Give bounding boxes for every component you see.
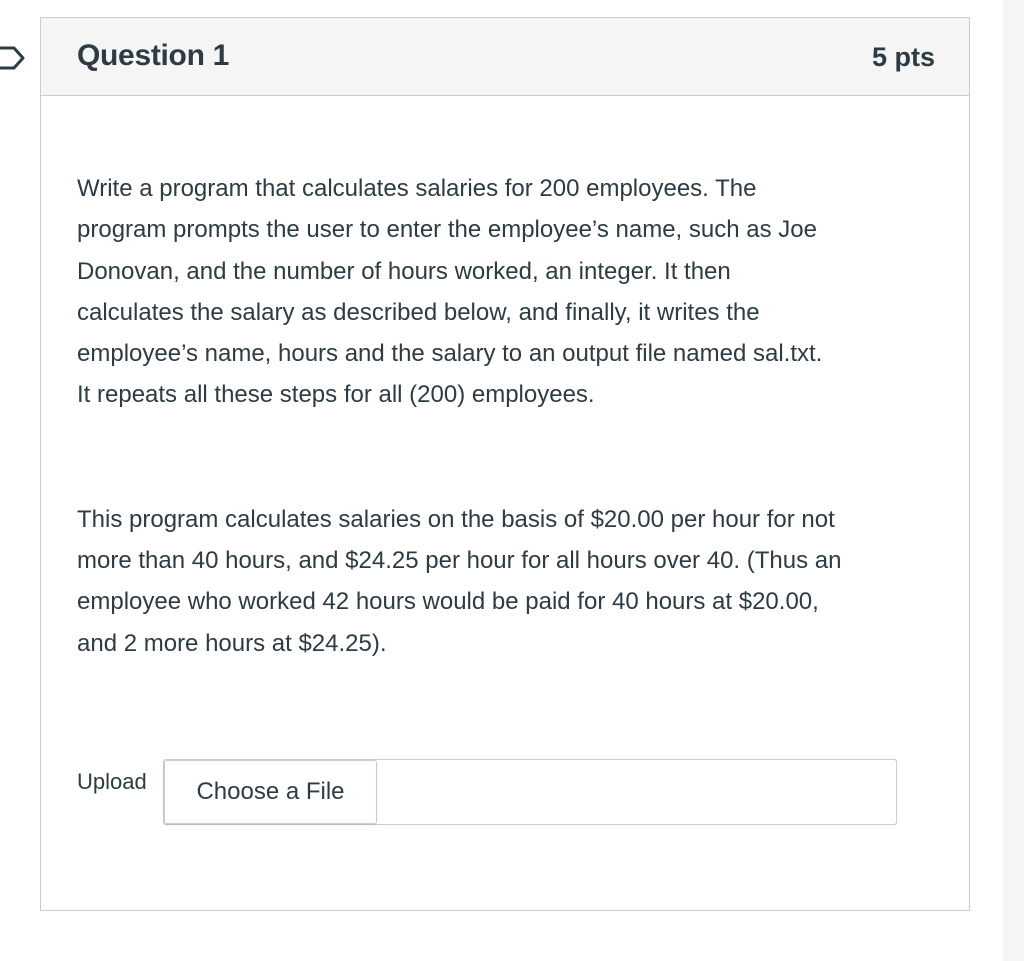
page-gutter <box>1003 0 1024 961</box>
question-paragraph <box>77 499 947 664</box>
text-line: It repeats all these steps for all (200) employees. <box>77 381 595 409</box>
text-line: more than 40 hours, and $24.25 per hour for all hours over 40. (Thus an <box>77 547 842 575</box>
file-upload-field[interactable] <box>163 759 897 825</box>
text-line: calculates the salary as described below, and finally, it writes the <box>77 298 760 326</box>
text-line: employee who worked 42 hours would be paid for 40 hours at $20.00, <box>77 588 819 616</box>
question-card <box>40 17 970 911</box>
question-header <box>41 18 969 96</box>
text-line: employee’s name, hours and the salary to an output file named sal.txt. <box>77 340 823 368</box>
choose-file-button[interactable]: Choose a File <box>164 760 377 824</box>
question-paragraph <box>77 168 947 416</box>
flag-icon[interactable] <box>0 41 30 75</box>
upload-label: Upload <box>77 769 147 794</box>
question-text <box>77 168 947 664</box>
question-points: 5 pts <box>871 42 935 72</box>
text-line: Write a program that calculates salaries for 200 employees. The <box>77 175 757 202</box>
upload-row <box>77 759 899 827</box>
text-line: This program calculates salaries on the basis of $20.00 per hour for not <box>77 505 835 533</box>
question-title: Question 1 <box>77 39 230 72</box>
text-line: and 2 more hours at $24.25). <box>77 629 387 657</box>
text-line: Donovan, and the number of hours worked, an integer. It then <box>77 257 731 285</box>
text-line: program prompts the user to enter the employee’s name, such as Joe <box>77 216 817 244</box>
